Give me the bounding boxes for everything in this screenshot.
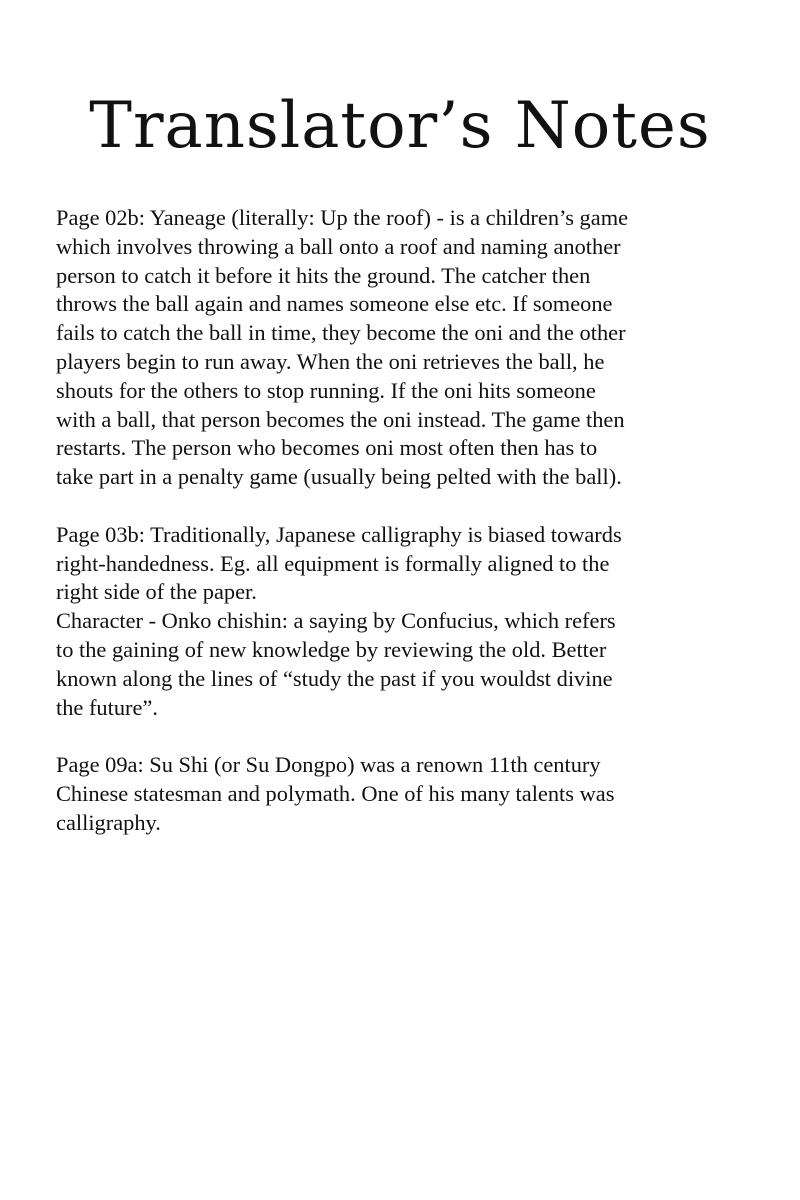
note-line: players begin to run away. When the oni retrieves the ball, he — [56, 348, 605, 374]
note-page-02b — [56, 204, 756, 492]
note-line: restarts. The person who becomes oni most often then has to — [56, 435, 598, 461]
page-title: Translator’s Notes — [89, 89, 711, 163]
note-line: Page 03b: Traditionally, Japanese calligraphy is biased towards — [56, 521, 622, 547]
note-line: the future”. — [56, 694, 158, 720]
note-page-03b — [56, 521, 756, 723]
note-line: calligraphy. — [56, 809, 161, 835]
note-line: shouts for the others to stop running. If the oni hits someone — [56, 377, 596, 403]
note-line: throws the ball again and names someone else etc. If someone — [56, 291, 613, 317]
note-line: right side of the paper. — [56, 579, 257, 605]
note-line: person to catch it before it hits the ground. The catcher then — [56, 262, 591, 288]
note-line: to the gaining of new knowledge by reviewing the old. Better — [56, 636, 607, 662]
note-line: fails to catch the ball in time, they become the oni and the other — [56, 320, 626, 346]
note-line: with a ball, that person becomes the oni instead. The game then — [56, 406, 625, 432]
notes-body — [56, 204, 756, 866]
note-line: take part in a penalty game (usually being pelted with the ball). — [56, 464, 622, 490]
note-line: Chinese statesman and polymath. One of his many talents was — [56, 780, 615, 806]
note-line: known along the lines of “study the past if you wouldst divine — [56, 665, 613, 691]
note-line: Page 09a: Su Shi (or Su Dongpo) was a renown 11th century — [56, 752, 601, 778]
note-line: Page 02b: Yaneage (literally: Up the roof) - is a children’s game — [56, 205, 629, 230]
note-page-09a — [56, 751, 756, 837]
note-line: right-handedness. Eg. all equipment is formally aligned to the — [56, 550, 610, 576]
note-line: which involves throwing a ball onto a roof and naming another — [56, 233, 621, 259]
note-line: Character - Onko chishin: a saying by Confucius, which refers — [56, 608, 616, 634]
